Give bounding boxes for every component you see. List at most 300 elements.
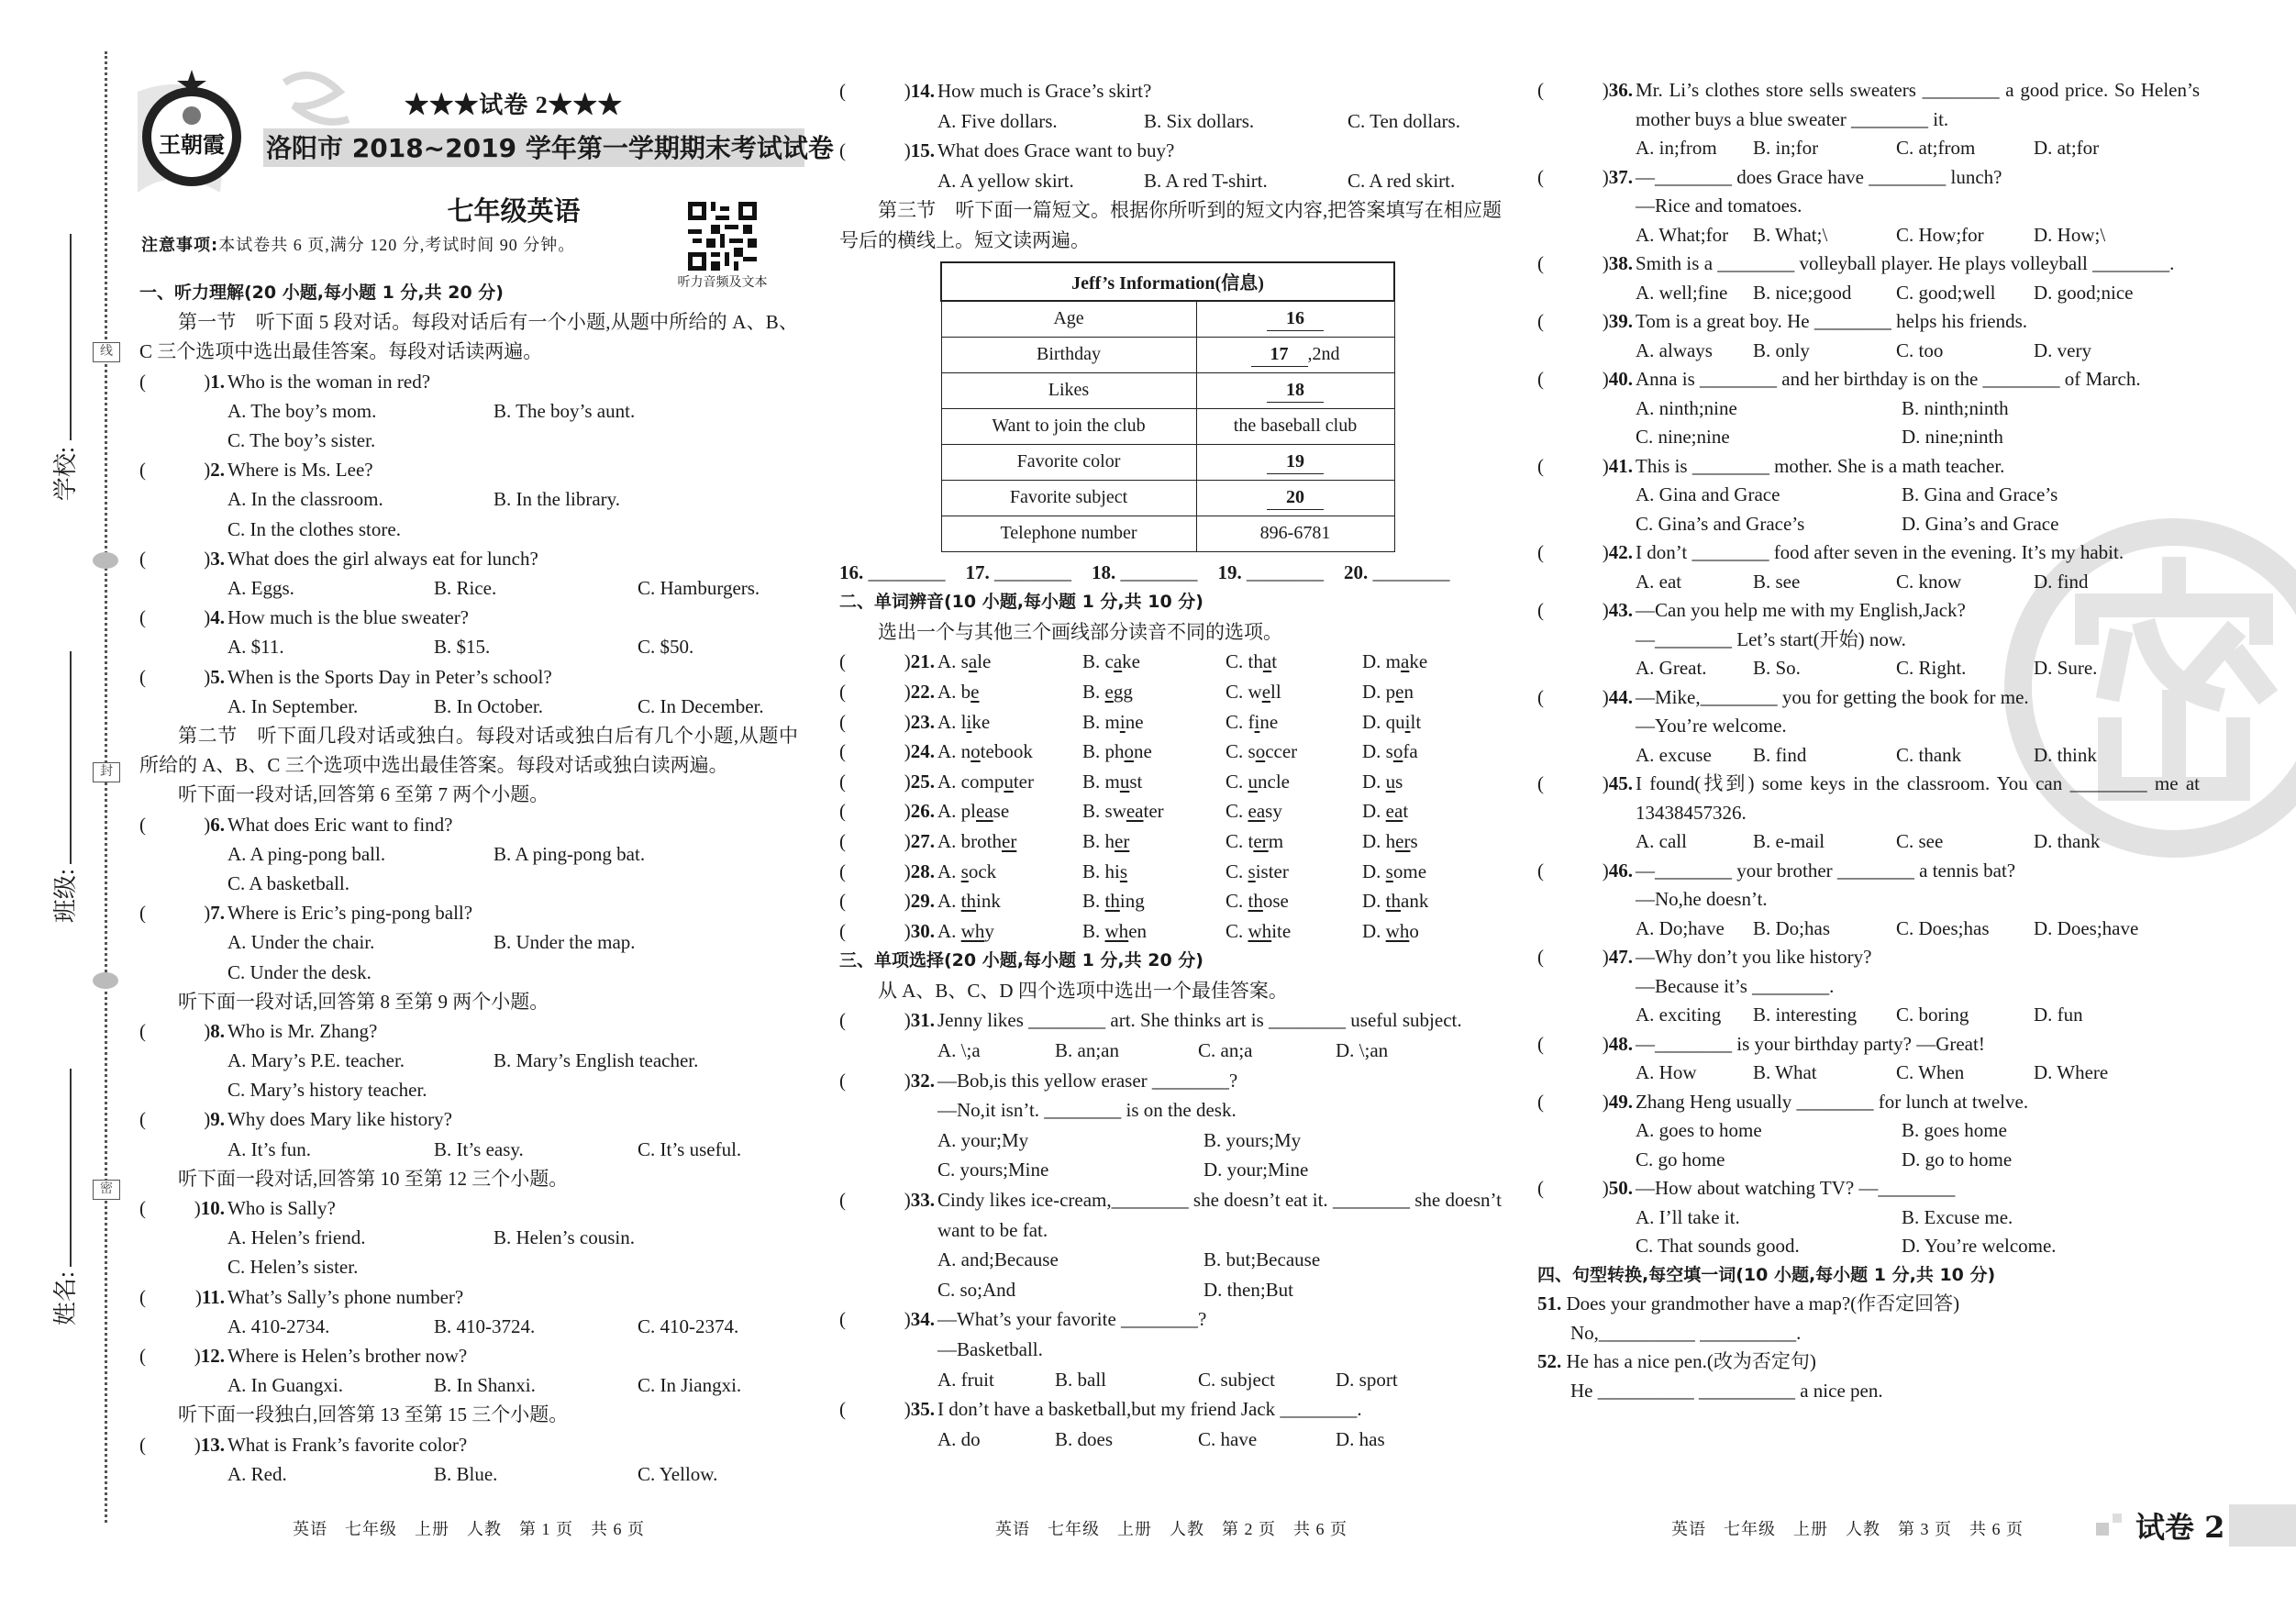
answer-paren-open[interactable]: ( (839, 710, 846, 733)
option-A[interactable]: A. It’s fun. (227, 1137, 311, 1160)
word-part: fa (1403, 740, 1418, 763)
answer-blank[interactable] (1218, 561, 1325, 583)
answer-blank-number[interactable]: 17 (1251, 342, 1308, 367)
answer-paren-open[interactable]: ( (1537, 1032, 1544, 1055)
option-A[interactable]: A. in;from (1636, 137, 1717, 159)
option-D[interactable] (1362, 737, 1418, 767)
question-stem-row (839, 916, 1502, 947)
option-B[interactable]: B. So. (1753, 657, 1801, 679)
blank-line[interactable]: ________ (868, 560, 946, 583)
option-C[interactable]: C. go home (1636, 1148, 1725, 1170)
option-B[interactable]: B. In October. (434, 694, 543, 717)
answer-paren-open[interactable]: ( (1537, 165, 1544, 188)
question-number: 42. (1608, 541, 1633, 563)
option-A[interactable]: A. $11. (227, 636, 284, 659)
option-A[interactable]: A. eat (1636, 570, 1682, 593)
answer-slot[interactable] (846, 796, 904, 826)
answer-paren-open[interactable]: ( (139, 1285, 146, 1308)
option-B[interactable]: B. It’s easy. (434, 1137, 524, 1160)
option-C[interactable]: C. 410-2374. (638, 1314, 739, 1337)
answer-paren-open[interactable]: ( (1537, 368, 1544, 390)
option-B[interactable]: B. an;an (1055, 1039, 1119, 1062)
option-A[interactable]: A. well;fine (1636, 281, 1728, 304)
option-C[interactable]: C. thank (1896, 743, 1962, 766)
option-C[interactable]: C. Helen’s sister. (227, 1256, 359, 1279)
answer-slot[interactable] (1544, 538, 1603, 568)
option-A[interactable] (937, 647, 991, 677)
option-B[interactable]: B. Rice. (434, 576, 497, 599)
option-C[interactable]: C. It’s useful. (638, 1137, 742, 1160)
answer-slot[interactable] (1544, 1088, 1603, 1117)
option-A[interactable]: A. How (1636, 1061, 1697, 1083)
answer-slot[interactable] (146, 1341, 194, 1370)
option-A[interactable] (937, 826, 1016, 857)
word-part: ke (971, 710, 991, 733)
option-A[interactable]: A. In September. (227, 694, 359, 717)
fill-answer-line[interactable]: No,__________ __________. (1570, 1321, 1802, 1344)
option-C[interactable]: C. A basketball. (227, 871, 349, 894)
instruction-text: 听下面一段独白,回答第 13 至第 15 三个小题。 (178, 1403, 569, 1426)
option-A[interactable]: A. What;for (1636, 223, 1729, 246)
answer-slot[interactable] (1544, 365, 1603, 394)
option-C[interactable]: C. boring (1896, 1004, 1969, 1026)
option-B[interactable] (1082, 677, 1133, 707)
option-A[interactable]: A. I’ll take it. (1636, 1205, 1740, 1228)
underlined-sound: o (1255, 740, 1266, 763)
answer-slot[interactable] (146, 544, 204, 573)
option-B[interactable]: B. 410-3724. (434, 1314, 536, 1337)
option-A[interactable]: A. ninth;nine (1636, 396, 1737, 419)
option-C[interactable] (1226, 767, 1290, 797)
option-A[interactable]: A. 410-2734. (227, 1314, 330, 1337)
option-D[interactable] (1362, 886, 1428, 916)
option-A[interactable]: A. Five dollars. (937, 109, 1058, 132)
answer-paren-open[interactable]: ( (1537, 1090, 1544, 1113)
option-B[interactable]: B. Do;has (1753, 916, 1830, 939)
answer-paren-open[interactable]: ( (839, 650, 846, 673)
answer-paren-open[interactable]: ( (139, 1197, 146, 1220)
option-C[interactable] (1226, 857, 1289, 887)
answer-slot[interactable] (146, 367, 204, 396)
option-C[interactable]: C. an;a (1198, 1039, 1253, 1062)
option-D[interactable]: D. has (1336, 1427, 1385, 1450)
option-D[interactable]: D. \;an (1336, 1039, 1389, 1062)
answer-paren-open[interactable]: ( (839, 800, 846, 823)
option-C[interactable]: C. In December. (638, 694, 764, 717)
option-B[interactable]: B. What (1753, 1061, 1817, 1083)
answer-paren-open[interactable]: ( (839, 890, 846, 913)
option-C[interactable]: C. Mary’s history teacher. (227, 1079, 427, 1102)
answer-paren-open[interactable]: ( (1537, 946, 1544, 968)
option-C[interactable] (1226, 677, 1281, 707)
answer-slot[interactable] (846, 857, 904, 887)
option-C[interactable] (1226, 886, 1289, 916)
blank-line[interactable]: ________ (1120, 560, 1198, 583)
option-C[interactable] (1226, 647, 1277, 677)
question-40 (1537, 365, 2200, 452)
option-A[interactable] (937, 707, 990, 738)
question-number: 31. (910, 1009, 935, 1032)
option-B[interactable]: B. yours;My (1203, 1128, 1302, 1151)
option-C[interactable]: C. Ten dollars. (1348, 109, 1460, 132)
answer-blank-number[interactable]: 19 (1267, 449, 1324, 474)
question-34 (839, 1304, 1502, 1394)
answer-slot[interactable] (846, 1394, 904, 1425)
binding-margin (0, 0, 128, 1597)
option-D[interactable] (1362, 826, 1418, 857)
option-D[interactable]: D. then;But (1203, 1278, 1293, 1301)
option-D[interactable] (1362, 677, 1414, 707)
option-D[interactable]: D. find (2034, 570, 2089, 593)
option-B[interactable] (1082, 886, 1145, 916)
option-A[interactable]: A. Helen’s friend. (227, 1226, 366, 1249)
option-C[interactable]: C. The boy’s sister. (227, 428, 376, 451)
option-C[interactable]: C. $50. (638, 636, 694, 659)
option-D[interactable]: D. fun (2034, 1004, 2083, 1026)
option-A[interactable]: A. goes to home (1636, 1119, 1762, 1141)
option-D[interactable]: D. at;for (2034, 137, 2100, 159)
option-B[interactable] (1082, 916, 1147, 947)
answer-blank-number[interactable]: 16 (1267, 306, 1324, 331)
option-A[interactable] (937, 916, 994, 947)
option-C[interactable] (1226, 796, 1282, 826)
answer-slot[interactable] (146, 810, 204, 839)
option-B[interactable]: B. only (1753, 338, 1810, 361)
option-A[interactable]: A. Gina and Grace (1636, 483, 1780, 505)
answer-paren-open[interactable]: ( (139, 1433, 146, 1456)
answer-slot[interactable] (1544, 857, 1603, 886)
option-A[interactable] (937, 767, 1034, 797)
option-C[interactable]: C. Right. (1896, 657, 1967, 679)
option-B[interactable]: B. Gina and Grace’s (1902, 483, 2058, 505)
question-prefix (139, 1341, 227, 1370)
option-B[interactable] (1082, 707, 1144, 738)
option-C[interactable]: C. In the clothes store. (227, 517, 401, 540)
option-C[interactable]: C. How;for (1896, 223, 1984, 246)
fill-answer-line[interactable]: He __________ __________ a nice pen. (1570, 1379, 1883, 1402)
option-C[interactable]: C. Does;has (1896, 916, 1990, 939)
option-A[interactable]: A. always (1636, 338, 1713, 361)
answer-slot[interactable] (846, 767, 904, 797)
word-part: t (1248, 829, 1254, 852)
options-row (1636, 1116, 2200, 1146)
answer-slot[interactable] (146, 1282, 195, 1312)
answer-paren-open[interactable]: ( (1537, 772, 1544, 794)
option-B[interactable]: B. e-mail (1753, 830, 1825, 852)
option-B[interactable]: B. What;\ (1753, 223, 1828, 246)
answer-slot[interactable] (846, 647, 904, 677)
option-D[interactable]: D. Does;have (2034, 916, 2139, 939)
option-C[interactable]: C. nine;nine (1636, 426, 1730, 448)
option-C[interactable]: C. subject (1198, 1368, 1275, 1391)
answer-slot[interactable] (1544, 1174, 1603, 1203)
answer-slot[interactable] (1544, 307, 1603, 337)
answer-paren-open[interactable]: ( (1537, 685, 1544, 708)
option-D[interactable] (1362, 796, 1408, 826)
answer-slot[interactable] (1544, 452, 1603, 482)
answer-paren-open[interactable]: ( (139, 902, 146, 925)
option-D[interactable]: D. your;Mine (1203, 1159, 1309, 1181)
option-D[interactable]: D. Gina’s and Grace (1902, 512, 2059, 535)
option-A[interactable]: A. exciting (1636, 1004, 1722, 1026)
answer-slot[interactable] (1544, 770, 1603, 827)
option-A[interactable]: A. Great. (1636, 657, 1707, 679)
answer-slot[interactable] (1544, 163, 1603, 193)
answer-slot[interactable] (1544, 1030, 1603, 1059)
answer-paren-open[interactable]: ( (1537, 454, 1544, 477)
option-C[interactable]: C. That sounds good. (1636, 1235, 1800, 1257)
option-C[interactable] (1226, 916, 1291, 947)
option-C[interactable]: C. have (1198, 1427, 1258, 1450)
answer-slot[interactable] (1544, 596, 1603, 626)
option-B[interactable] (1082, 647, 1140, 677)
option-C[interactable]: C. yours;Mine (937, 1159, 1049, 1181)
option-A[interactable] (937, 737, 1033, 767)
answer-slot[interactable] (846, 1005, 904, 1036)
question-stem: I don’t have a basketball,but my friend Jack ________. (937, 1398, 1362, 1421)
option-A[interactable]: A. fruit (937, 1368, 994, 1391)
answer-slot[interactable] (846, 826, 904, 857)
answer-paren-open[interactable]: ( (1537, 252, 1544, 274)
option-B[interactable]: B. Six dollars. (1144, 109, 1255, 132)
option-A[interactable] (937, 857, 996, 887)
answer-paren-open[interactable]: ( (839, 740, 846, 763)
option-D[interactable]: D. You’re welcome. (1902, 1235, 2057, 1257)
blank-line[interactable]: ________ (1247, 560, 1324, 583)
underlined-sound: ea (976, 800, 993, 823)
question-3 (139, 544, 798, 603)
option-C[interactable] (1226, 826, 1283, 857)
answer-blank[interactable] (839, 561, 946, 583)
answer-paren-open[interactable]: ( (839, 919, 846, 942)
option-D[interactable]: D. sport (1336, 1368, 1398, 1391)
option-D[interactable] (1362, 916, 1419, 947)
option-B[interactable]: B. goes home (1902, 1119, 2007, 1141)
answer-slot[interactable] (846, 916, 904, 947)
option-D[interactable]: D. Sure. (2034, 657, 2098, 679)
option-C[interactable]: C. good;well (1896, 281, 1996, 304)
answer-slot[interactable] (1544, 683, 1603, 713)
exam-title: 洛阳市 2018~2019 学年第一学期期末考试试卷 (266, 133, 834, 163)
answer-blank-number[interactable]: 20 (1267, 485, 1324, 510)
answer-paren-open[interactable]: ( (839, 1189, 846, 1212)
option-D[interactable]: D. good;nice (2034, 281, 2134, 304)
option-C[interactable]: C. In Jiangxi. (638, 1374, 742, 1397)
option-A[interactable]: A. Eggs. (227, 576, 294, 599)
option-A[interactable] (937, 796, 1009, 826)
answer-paren-open[interactable]: ( (839, 80, 846, 102)
option-D[interactable]: D. very (2034, 338, 2091, 361)
answer-paren-open[interactable]: ( (839, 680, 846, 703)
option-B[interactable]: B. Under the map. (494, 931, 636, 954)
option-D[interactable] (1362, 707, 1421, 738)
answer-blank[interactable] (966, 561, 1072, 583)
option-B[interactable]: B. A ping-pong bat. (494, 842, 646, 865)
option-C[interactable]: C. Under the desk. (227, 960, 372, 983)
option-letter: D. (1362, 650, 1381, 673)
answer-paren-open[interactable]: ( (139, 1019, 146, 1042)
option-B[interactable]: B. but;Because (1203, 1248, 1321, 1271)
answer-blank[interactable] (1344, 561, 1450, 583)
blank-line[interactable]: ________ (994, 560, 1071, 583)
option-B[interactable]: B. Excuse me. (1902, 1205, 2013, 1228)
option-A[interactable]: A. \;a (937, 1039, 981, 1062)
option-letter: A. (937, 710, 957, 733)
answer-slot[interactable] (1544, 943, 1603, 972)
answer-slot[interactable] (146, 1430, 194, 1459)
answer-slot[interactable] (846, 737, 904, 767)
option-D[interactable]: D. nine;ninth (1902, 426, 2003, 448)
option-B[interactable]: B. A red T-shirt. (1144, 169, 1268, 192)
option-A[interactable]: A. Do;have (1636, 916, 1725, 939)
underlined-sound: ea (1126, 800, 1144, 823)
answer-blank[interactable] (1092, 561, 1198, 583)
option-C[interactable]: C. Hamburgers. (638, 576, 760, 599)
answer-paren-open[interactable]: ( (139, 1108, 146, 1131)
answer-slot[interactable] (146, 662, 204, 692)
question-stem-row (139, 1016, 798, 1046)
option-B[interactable]: B. in;for (1753, 137, 1819, 159)
answer-slot[interactable] (146, 1104, 204, 1134)
question-stem-row (139, 1193, 798, 1223)
answer-slot[interactable] (1544, 76, 1603, 134)
answer-paren-open[interactable]: ( (139, 547, 146, 570)
answer-slot[interactable] (146, 1193, 194, 1223)
answer-paren-open[interactable]: ( (1537, 599, 1544, 621)
option-B[interactable]: B. interesting (1753, 1004, 1858, 1026)
answer-slot[interactable] (846, 707, 904, 738)
answer-paren-open[interactable]: ( (1537, 1177, 1544, 1199)
option-B[interactable]: B. see (1753, 570, 1801, 593)
answer-paren-open[interactable]: ( (139, 370, 146, 393)
answer-slot[interactable] (146, 898, 204, 927)
answer-slot[interactable] (846, 1066, 904, 1096)
option-A[interactable]: A. In Guangxi. (227, 1374, 343, 1397)
option-A[interactable]: A. Mary’s P.E. teacher. (227, 1049, 405, 1072)
answer-paren-open[interactable]: ( (139, 606, 146, 629)
option-B[interactable]: B. Helen’s cousin. (494, 1226, 635, 1249)
option-A[interactable]: A. A ping-pong ball. (227, 842, 386, 865)
answer-slot[interactable] (846, 136, 904, 166)
answer-paren-open[interactable]: ( (839, 1308, 846, 1331)
answer-slot[interactable] (146, 1016, 204, 1046)
answer-slot[interactable] (846, 76, 904, 106)
option-C[interactable]: C. Gina’s and Grace’s (1636, 512, 1805, 535)
option-B[interactable] (1082, 826, 1129, 857)
answer-slot[interactable] (1544, 250, 1603, 279)
answer-paren-open[interactable]: ( (839, 859, 846, 882)
answer-paren-open[interactable]: ( (139, 459, 146, 482)
option-B[interactable]: B. nice;good (1753, 281, 1852, 304)
question-stem-row (1537, 1088, 2200, 1117)
option-B[interactable]: B. ninth;ninth (1902, 396, 2009, 419)
option-C[interactable]: C. When (1896, 1061, 1965, 1083)
option-C[interactable]: C. know (1896, 570, 1962, 593)
option-A[interactable]: A. The boy’s mom. (227, 399, 377, 422)
answer-paren-open[interactable]: ( (1537, 79, 1544, 101)
option-A[interactable] (937, 886, 1001, 916)
answer-paren-open[interactable]: ( (139, 1345, 146, 1368)
answer-slot[interactable] (846, 677, 904, 707)
answer-slot[interactable] (846, 1185, 904, 1245)
option-D[interactable]: D. thank (2034, 830, 2101, 852)
option-B[interactable] (1082, 737, 1152, 767)
option-B[interactable]: B. $15. (434, 636, 491, 659)
option-A[interactable] (937, 677, 980, 707)
answer-paren-open[interactable]: ( (1537, 541, 1544, 563)
option-A[interactable]: A. Under the chair. (227, 931, 375, 954)
option-B[interactable]: B. find (1753, 743, 1807, 766)
answer-paren-open[interactable]: ( (1537, 859, 1544, 882)
answer-paren-open[interactable]: ( (839, 829, 846, 852)
option-C[interactable]: C. Yellow. (638, 1462, 718, 1485)
option-B[interactable]: B. In Shanxi. (434, 1374, 536, 1397)
option-A[interactable]: A. excuse (1636, 743, 1712, 766)
answer-paren-open[interactable]: ( (139, 813, 146, 836)
answer-slot[interactable] (146, 455, 204, 484)
option-D[interactable] (1362, 647, 1427, 677)
option-A[interactable]: A. your;My (937, 1128, 1029, 1151)
option-B[interactable] (1082, 767, 1142, 797)
option-C[interactable]: C. so;And (937, 1278, 1016, 1301)
answer-slot[interactable] (846, 886, 904, 916)
option-C[interactable]: C. too (1896, 338, 1944, 361)
option-A[interactable]: A. Red. (227, 1462, 287, 1485)
option-D[interactable] (1362, 767, 1403, 797)
option-D[interactable]: D. How;\ (2034, 223, 2106, 246)
answer-slot[interactable] (146, 603, 204, 632)
option-A[interactable]: A. In the classroom. (227, 488, 383, 511)
answer-paren-open[interactable]: ( (839, 1069, 846, 1092)
option-C[interactable]: C. at;from (1896, 137, 1976, 159)
answer-paren-open[interactable]: ( (839, 1009, 846, 1032)
blank-line[interactable]: ________ (1372, 560, 1450, 583)
option-B[interactable] (1082, 857, 1127, 887)
option-A[interactable]: A. and;Because (937, 1248, 1059, 1271)
option-A[interactable]: A. do (937, 1427, 981, 1450)
answer-paren-open[interactable]: ( (839, 139, 846, 162)
option-B[interactable]: B. ball (1055, 1368, 1106, 1391)
fill-question-stem (1537, 1347, 2200, 1377)
answer-paren-close: ) (204, 370, 211, 393)
option-B[interactable]: B. Blue. (434, 1462, 498, 1485)
question-stem: —How about watching TV? —________ (1636, 1177, 1956, 1199)
option-C[interactable]: C. see (1896, 830, 1944, 852)
question-stem: Who is Mr. Zhang? (227, 1019, 378, 1042)
qr-code-icon[interactable] (688, 202, 757, 271)
option-A[interactable]: A. call (1636, 830, 1687, 852)
option-A[interactable]: A. A yellow skirt. (937, 169, 1074, 192)
answer-paren-open[interactable]: ( (1537, 310, 1544, 332)
answer-blank-number[interactable]: 18 (1267, 378, 1324, 403)
option-B[interactable]: B. The boy’s aunt. (494, 399, 636, 422)
option-D[interactable]: D. go to home (1902, 1148, 2013, 1170)
answer-paren-open[interactable]: ( (139, 665, 146, 688)
option-C[interactable]: C. A red skirt. (1348, 169, 1456, 192)
option-D[interactable]: D. think (2034, 743, 2097, 766)
answer-slot[interactable] (846, 1304, 904, 1335)
option-C[interactable] (1226, 707, 1278, 738)
option-B[interactable]: B. Mary’s English teacher. (494, 1049, 699, 1072)
option-D[interactable]: D. Where (2034, 1061, 2109, 1083)
option-C[interactable] (1226, 737, 1297, 767)
option-B[interactable]: B. does (1055, 1427, 1113, 1450)
answer-paren-open[interactable]: ( (839, 770, 846, 793)
option-B[interactable] (1082, 796, 1164, 826)
option-B[interactable]: B. In the library. (494, 488, 621, 511)
option-D[interactable] (1362, 857, 1426, 887)
answer-paren-open[interactable]: ( (839, 1398, 846, 1421)
